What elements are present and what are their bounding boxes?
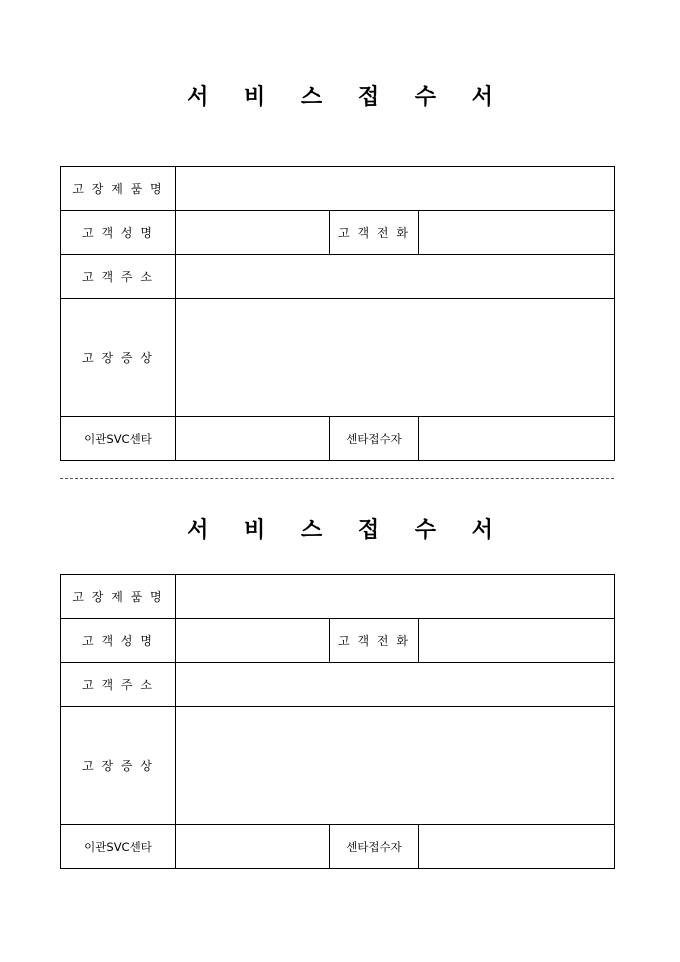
field-customer-phone[interactable]: [419, 619, 615, 663]
label-transfer-center: 이관SVC센타: [61, 417, 176, 461]
service-table: [60, 574, 615, 869]
field-customer-name[interactable]: [176, 211, 330, 255]
label-customer-phone: 고 객 전 화: [330, 211, 419, 255]
field-symptom[interactable]: [176, 707, 615, 825]
label-customer-phone: 고 객 전 화: [330, 619, 419, 663]
label-transfer-center: 이관SVC센타: [61, 825, 176, 869]
field-product[interactable]: [176, 575, 615, 619]
label-receiver: 센타접수자: [330, 417, 419, 461]
field-customer-address[interactable]: [176, 663, 615, 707]
label-symptom: 고 장 증 상: [61, 707, 176, 825]
label-symptom: 고 장 증 상: [61, 299, 176, 417]
label-customer-name: 고 객 성 명: [61, 619, 176, 663]
field-transfer-center[interactable]: [176, 825, 330, 869]
label-customer-name: 고 객 성 명: [61, 211, 176, 255]
field-customer-address[interactable]: [176, 255, 615, 299]
field-receiver[interactable]: [419, 417, 615, 461]
field-customer-name[interactable]: [176, 619, 330, 663]
label-receiver: 센타접수자: [330, 825, 419, 869]
field-product[interactable]: [176, 167, 615, 211]
form-title: 서 비 스 접 수 서: [187, 517, 507, 543]
field-transfer-center[interactable]: [176, 417, 330, 461]
label-customer-address: 고 객 주 소: [61, 663, 176, 707]
label-product: 고 장 제 품 명: [61, 575, 176, 619]
service-table: [60, 166, 615, 461]
cut-line-divider: [60, 478, 614, 479]
field-customer-phone[interactable]: [419, 211, 615, 255]
field-receiver[interactable]: [419, 825, 615, 869]
form-title: 서 비 스 접 수 서: [187, 84, 507, 110]
label-product: 고 장 제 품 명: [61, 167, 176, 211]
field-symptom[interactable]: [176, 299, 615, 417]
label-customer-address: 고 객 주 소: [61, 255, 176, 299]
